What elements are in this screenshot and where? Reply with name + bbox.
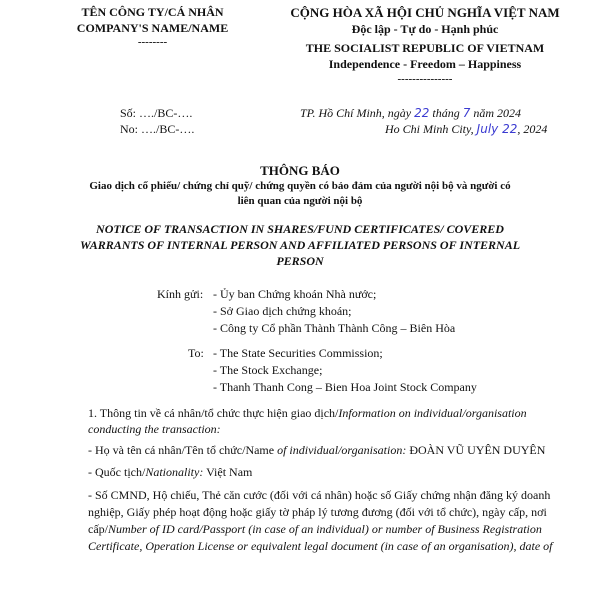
name-label-vi: - Họ và tên cá nhân/Tên tổ chức/Name bbox=[88, 443, 278, 457]
country-name-vi: CỘNG HÒA XÃ HỘI CHỦ NGHĨA VIỆT NAM bbox=[290, 5, 560, 20]
section1-heading bbox=[88, 406, 527, 421]
id-paragraph-line-2: nghiệp, Giấy phép hoạt động hoặc giấy tờ pháp lý tương đương (đối với tổ chức), ngày cấp, nơi bbox=[88, 505, 547, 519]
date-vi-prefix: TP. Hồ Chí Minh, ngày bbox=[300, 106, 412, 120]
date-line-vi bbox=[300, 106, 521, 121]
motto-en: Independence - Freedom – Happiness bbox=[328, 57, 522, 71]
date-line-en bbox=[385, 122, 547, 137]
id-line3-vi: cấp/ bbox=[88, 522, 108, 536]
section1-heading-en: Information on individual/organisation bbox=[338, 406, 527, 420]
recipient-en-item: - The Stock Exchange; bbox=[213, 363, 323, 377]
recipient-en-item: - The State Securities Commission; bbox=[213, 346, 383, 360]
recipient-vi-item: - Công ty Cổ phần Thành Thành Công – Biên Hòa bbox=[213, 321, 456, 335]
date-en-suffix: , 2024 bbox=[517, 122, 548, 136]
company-name-vi: TÊN CÔNG TY/CÁ NHÂN bbox=[81, 5, 224, 19]
notice-subtitle-vi-2: liên quan của người nội bộ bbox=[237, 195, 363, 207]
name-label-en: of individual/organisation: bbox=[277, 443, 407, 457]
motto-vi: Độc lập - Tự do - Hạnh phúc bbox=[351, 22, 499, 36]
section1-heading-en-2: conducting the transaction: bbox=[88, 422, 221, 436]
notice-subtitle-en-1: NOTICE OF TRANSACTION IN SHARES/FUND CERTIFICATES/ COVERED bbox=[96, 222, 504, 236]
reference-number-en: No: …./BC-…. bbox=[120, 122, 195, 136]
recipient-vi-item: - Sở Giao dịch chứng khoán; bbox=[213, 304, 352, 318]
notice-subtitle-en-2: WARRANTS OF INTERNAL PERSON AND AFFILIATED PERSONS OF INTERNAL bbox=[79, 238, 521, 252]
name-value: ĐOÀN VŨ UYÊN DUYÊN bbox=[406, 443, 546, 457]
section1-heading-vi: 1. Thông tin về cá nhân/tổ chức thực hiện giao dịch/ bbox=[88, 406, 339, 420]
nationality-label-en: Nationality: bbox=[145, 465, 204, 479]
nationality-label-vi: - Quốc tịch/ bbox=[88, 465, 146, 479]
date-en-handwritten: July 22 bbox=[476, 122, 518, 136]
date-vi-suffix: năm 2024 bbox=[473, 106, 522, 120]
date-vi-mid: tháng bbox=[432, 106, 460, 120]
date-en-prefix: Ho Chi Minh City, bbox=[385, 122, 474, 136]
individual-name-row bbox=[88, 443, 545, 458]
company-divider: -------- bbox=[137, 36, 168, 48]
country-name-en: THE SOCIALIST REPUBLIC OF VIETNAM bbox=[305, 41, 545, 55]
id-paragraph-line-1: - Số CMND, Hộ chiếu, Thẻ căn cước (đối với cá nhân) hoặc số Giấy chứng nhận đăng ký doanh bbox=[88, 488, 551, 502]
nationality-value: Việt Nam bbox=[203, 465, 253, 479]
reference-number-vi: Số: …./BC-…. bbox=[120, 106, 193, 120]
id-line3-en: Number of ID card/Passport (in case of an individual) or number of Business Registration bbox=[108, 522, 542, 536]
notice-subtitle-vi-1: Giao dịch cổ phiếu/ chứng chỉ quỹ/ chứng quyền có bảo đảm của người nội bộ và người có bbox=[89, 180, 511, 192]
recipients-en-label: To: bbox=[188, 346, 204, 360]
country-divider: --------------- bbox=[397, 73, 453, 85]
nationality-row bbox=[88, 465, 252, 480]
date-vi-month: 7 bbox=[462, 106, 471, 120]
notice-title: THÔNG BÁO bbox=[260, 163, 340, 178]
company-name-en: COMPANY'S NAME/NAME bbox=[76, 21, 229, 35]
notice-subtitle-en-3: PERSON bbox=[276, 254, 324, 268]
recipient-vi-item: - Ủy ban Chứng khoán Nhà nước; bbox=[213, 287, 377, 301]
date-vi-day: 22 bbox=[414, 106, 430, 120]
recipients-vi-label: Kính gửi: bbox=[157, 287, 204, 301]
id-paragraph-line-4: Certificate, Operation License or equivalent legal document (in case of an organisation), date of bbox=[88, 539, 553, 553]
id-paragraph-line-3 bbox=[88, 522, 542, 537]
recipient-en-item: - Thanh Thanh Cong – Bien Hoa Joint Stock Company bbox=[213, 380, 477, 394]
